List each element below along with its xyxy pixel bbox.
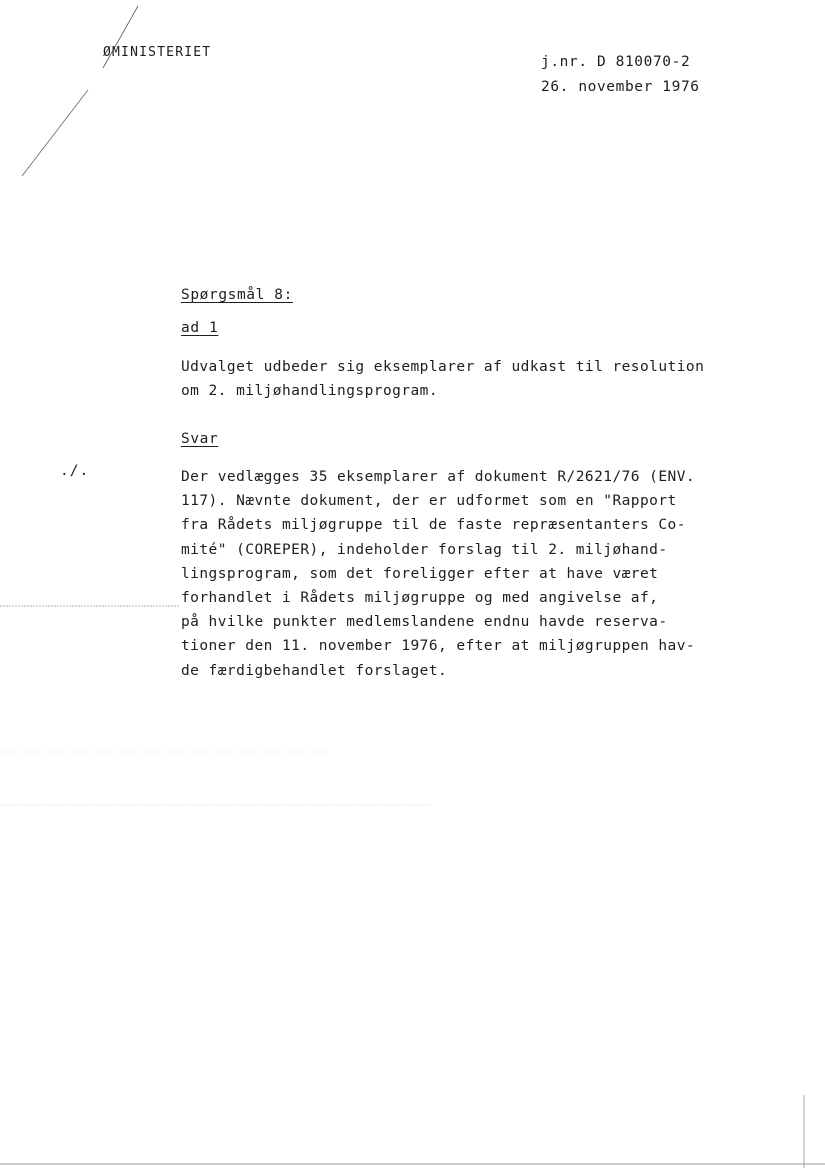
answer-line: Der vedlægges 35 eksemplarer af dokument R/2621/76 (ENV. xyxy=(181,469,696,485)
answer-line: tioner den 11. november 1976, efter at miljøgruppen hav- xyxy=(181,638,696,655)
ministry-name: ØMINISTERIET xyxy=(103,45,212,60)
answer-text xyxy=(181,465,761,683)
answer-line: mité" (COREPER), indeholder forslag til 2. miljøhand- xyxy=(181,541,668,558)
answer-line: forhandlet i Rådets miljøgruppe og med angivelse af, xyxy=(181,590,659,607)
question-line: Udvalget udbeder sig eksemplarer af udkast til resolution xyxy=(181,359,705,375)
answer-heading: Svar xyxy=(181,431,219,447)
answer-line: på hvilke punkter medlemslandene endnu havde reserva- xyxy=(181,614,668,631)
answer-line: lingsprogram, som det foreligger efter at have været xyxy=(181,565,659,582)
diagonal-stroke-lower xyxy=(22,90,88,176)
journal-number: j.nr. D 810070-2 xyxy=(541,54,691,70)
question-line: om 2. miljøhandlingsprogram. xyxy=(181,383,439,400)
answer-line: de færdigbehandlet forslaget. xyxy=(181,662,448,679)
enclosure-margin-note: ./. xyxy=(60,463,90,479)
journal-block xyxy=(541,50,700,100)
question-heading: Spørgsmål 8: xyxy=(181,287,293,303)
answer-line: 117). Nævnte dokument, der er udformet som en "Rapport xyxy=(181,493,677,510)
document-date: 26. november 1976 xyxy=(541,79,700,95)
question-sub-heading: ad 1 xyxy=(181,320,219,336)
question-text xyxy=(181,355,761,403)
answer-line: fra Rådets miljøgruppe til de faste repræsentanters Co- xyxy=(181,517,686,534)
